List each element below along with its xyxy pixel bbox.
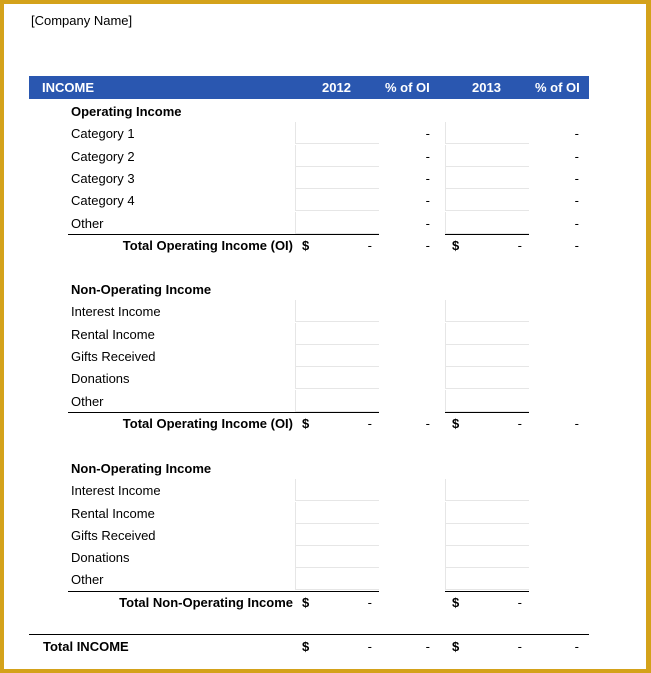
input-2012[interactable] [295,524,379,546]
grand-total-row [0,635,651,657]
input-2012[interactable] [295,502,379,524]
input-2013[interactable] [445,367,529,389]
section-total-row [0,234,651,256]
grand-pct-oi-2013-value: - [574,639,579,654]
line-item-label: Other [71,216,104,231]
currency-symbol-2013: $ [452,238,460,253]
line-item-row [0,167,651,189]
total-2013-value: - [517,238,522,253]
input-2013[interactable] [445,345,529,367]
section-total-label: Total Operating Income (OI) [122,416,293,431]
input-2013[interactable] [445,390,529,412]
pct-oi-2013-value: - [574,238,579,253]
pct-oi-2012-value: - [425,216,430,231]
total-2012-value: - [367,416,372,431]
header-pct-oi-2012: % of OI [385,80,430,95]
line-item-row [0,524,651,546]
input-2013[interactable] [445,323,529,345]
input-2012[interactable] [295,568,379,590]
input-2012[interactable] [295,323,379,345]
line-item-label: Category 2 [71,149,135,164]
line-item-label: Interest Income [71,483,161,498]
input-2012[interactable] [295,300,379,322]
pct-oi-2013-value: - [574,193,579,208]
input-2012[interactable] [295,367,379,389]
currency-symbol-2012: $ [302,416,310,431]
grand-total-2012-value: - [367,639,372,654]
section-total-label: Total Non-Operating Income [119,595,293,610]
input-2013[interactable] [445,167,529,189]
input-2012[interactable] [295,189,379,211]
line-item-row [0,568,651,590]
currency-symbol-2013: $ [452,595,460,610]
line-item-label: Category 3 [71,171,135,186]
line-item-row [0,546,651,568]
line-item-row [0,300,651,322]
input-2013[interactable] [445,122,529,144]
input-2013[interactable] [445,568,529,590]
line-item-label: Category 1 [71,126,135,141]
input-2013[interactable] [445,546,529,568]
line-item-label: Other [71,572,104,587]
total-2013-value: - [517,416,522,431]
line-item-label: Category 4 [71,193,135,208]
header-title: INCOME [42,80,94,95]
currency-symbol-2013: $ [452,416,460,431]
section-title-label: Operating Income [71,104,182,119]
input-2012[interactable] [295,546,379,568]
line-item-row [0,122,651,144]
input-2013[interactable] [445,212,529,234]
section-total-row [0,412,651,434]
line-item-label: Rental Income [71,327,155,342]
table-header [29,76,589,99]
pct-oi-2013-value: - [574,149,579,164]
section-title [0,457,651,479]
input-2012[interactable] [295,345,379,367]
line-item-label: Donations [71,371,130,386]
line-item-label: Donations [71,550,130,565]
line-item-row [0,367,651,389]
section-title [0,278,651,300]
input-2013[interactable] [445,524,529,546]
line-item-label: Rental Income [71,506,155,521]
line-item-row [0,390,651,412]
line-item-row [0,323,651,345]
header-2012: 2012 [322,80,351,95]
section-title-label: Non-Operating Income [71,282,212,297]
line-item-row [0,189,651,211]
section-title-label: Non-Operating Income [71,461,212,476]
input-2012[interactable] [295,479,379,501]
pct-oi-2012-value: - [425,193,430,208]
line-item-row [0,502,651,524]
header-2013: 2013 [472,80,501,95]
input-2012[interactable] [295,390,379,412]
pct-oi-2013-value: - [574,126,579,141]
line-item-label: Gifts Received [71,349,156,364]
line-item-row [0,145,651,167]
input-2012[interactable] [295,167,379,189]
pct-oi-2012-value: - [425,171,430,186]
currency-symbol-2012: $ [302,639,310,654]
section-title [0,100,651,122]
input-2012[interactable] [295,145,379,167]
pct-oi-2012-value: - [425,126,430,141]
pct-oi-2012-value: - [425,149,430,164]
pct-oi-2013-value: - [574,171,579,186]
line-item-row [0,345,651,367]
total-2013-value: - [517,595,522,610]
input-2013[interactable] [445,189,529,211]
currency-symbol-2012: $ [302,595,310,610]
line-item-label: Interest Income [71,304,161,319]
input-2013[interactable] [445,300,529,322]
input-2013[interactable] [445,479,529,501]
line-item-row [0,212,651,234]
grand-total-label: Total INCOME [43,639,129,654]
input-2012[interactable] [295,212,379,234]
line-item-label: Gifts Received [71,528,156,543]
line-item-label: Other [71,394,104,409]
currency-symbol-2012: $ [302,238,310,253]
header-pct-oi-2013: % of OI [535,80,580,95]
grand-total-2013-value: - [517,639,522,654]
pct-oi-2012-value: - [425,416,430,431]
line-item-row [0,479,651,501]
section-total-row [0,591,651,613]
input-2013[interactable] [445,145,529,167]
section-total-label: Total Operating Income (OI) [122,238,293,253]
total-2012-value: - [367,595,372,610]
total-2012-value: - [367,238,372,253]
currency-symbol-2013: $ [452,639,460,654]
input-2012[interactable] [295,122,379,144]
pct-oi-2012-value: - [425,238,430,253]
grand-pct-oi-2012-value: - [425,639,430,654]
input-2013[interactable] [445,502,529,524]
pct-oi-2013-value: - [574,216,579,231]
company-name[interactable]: [Company Name] [31,13,133,28]
pct-oi-2013-value: - [574,416,579,431]
